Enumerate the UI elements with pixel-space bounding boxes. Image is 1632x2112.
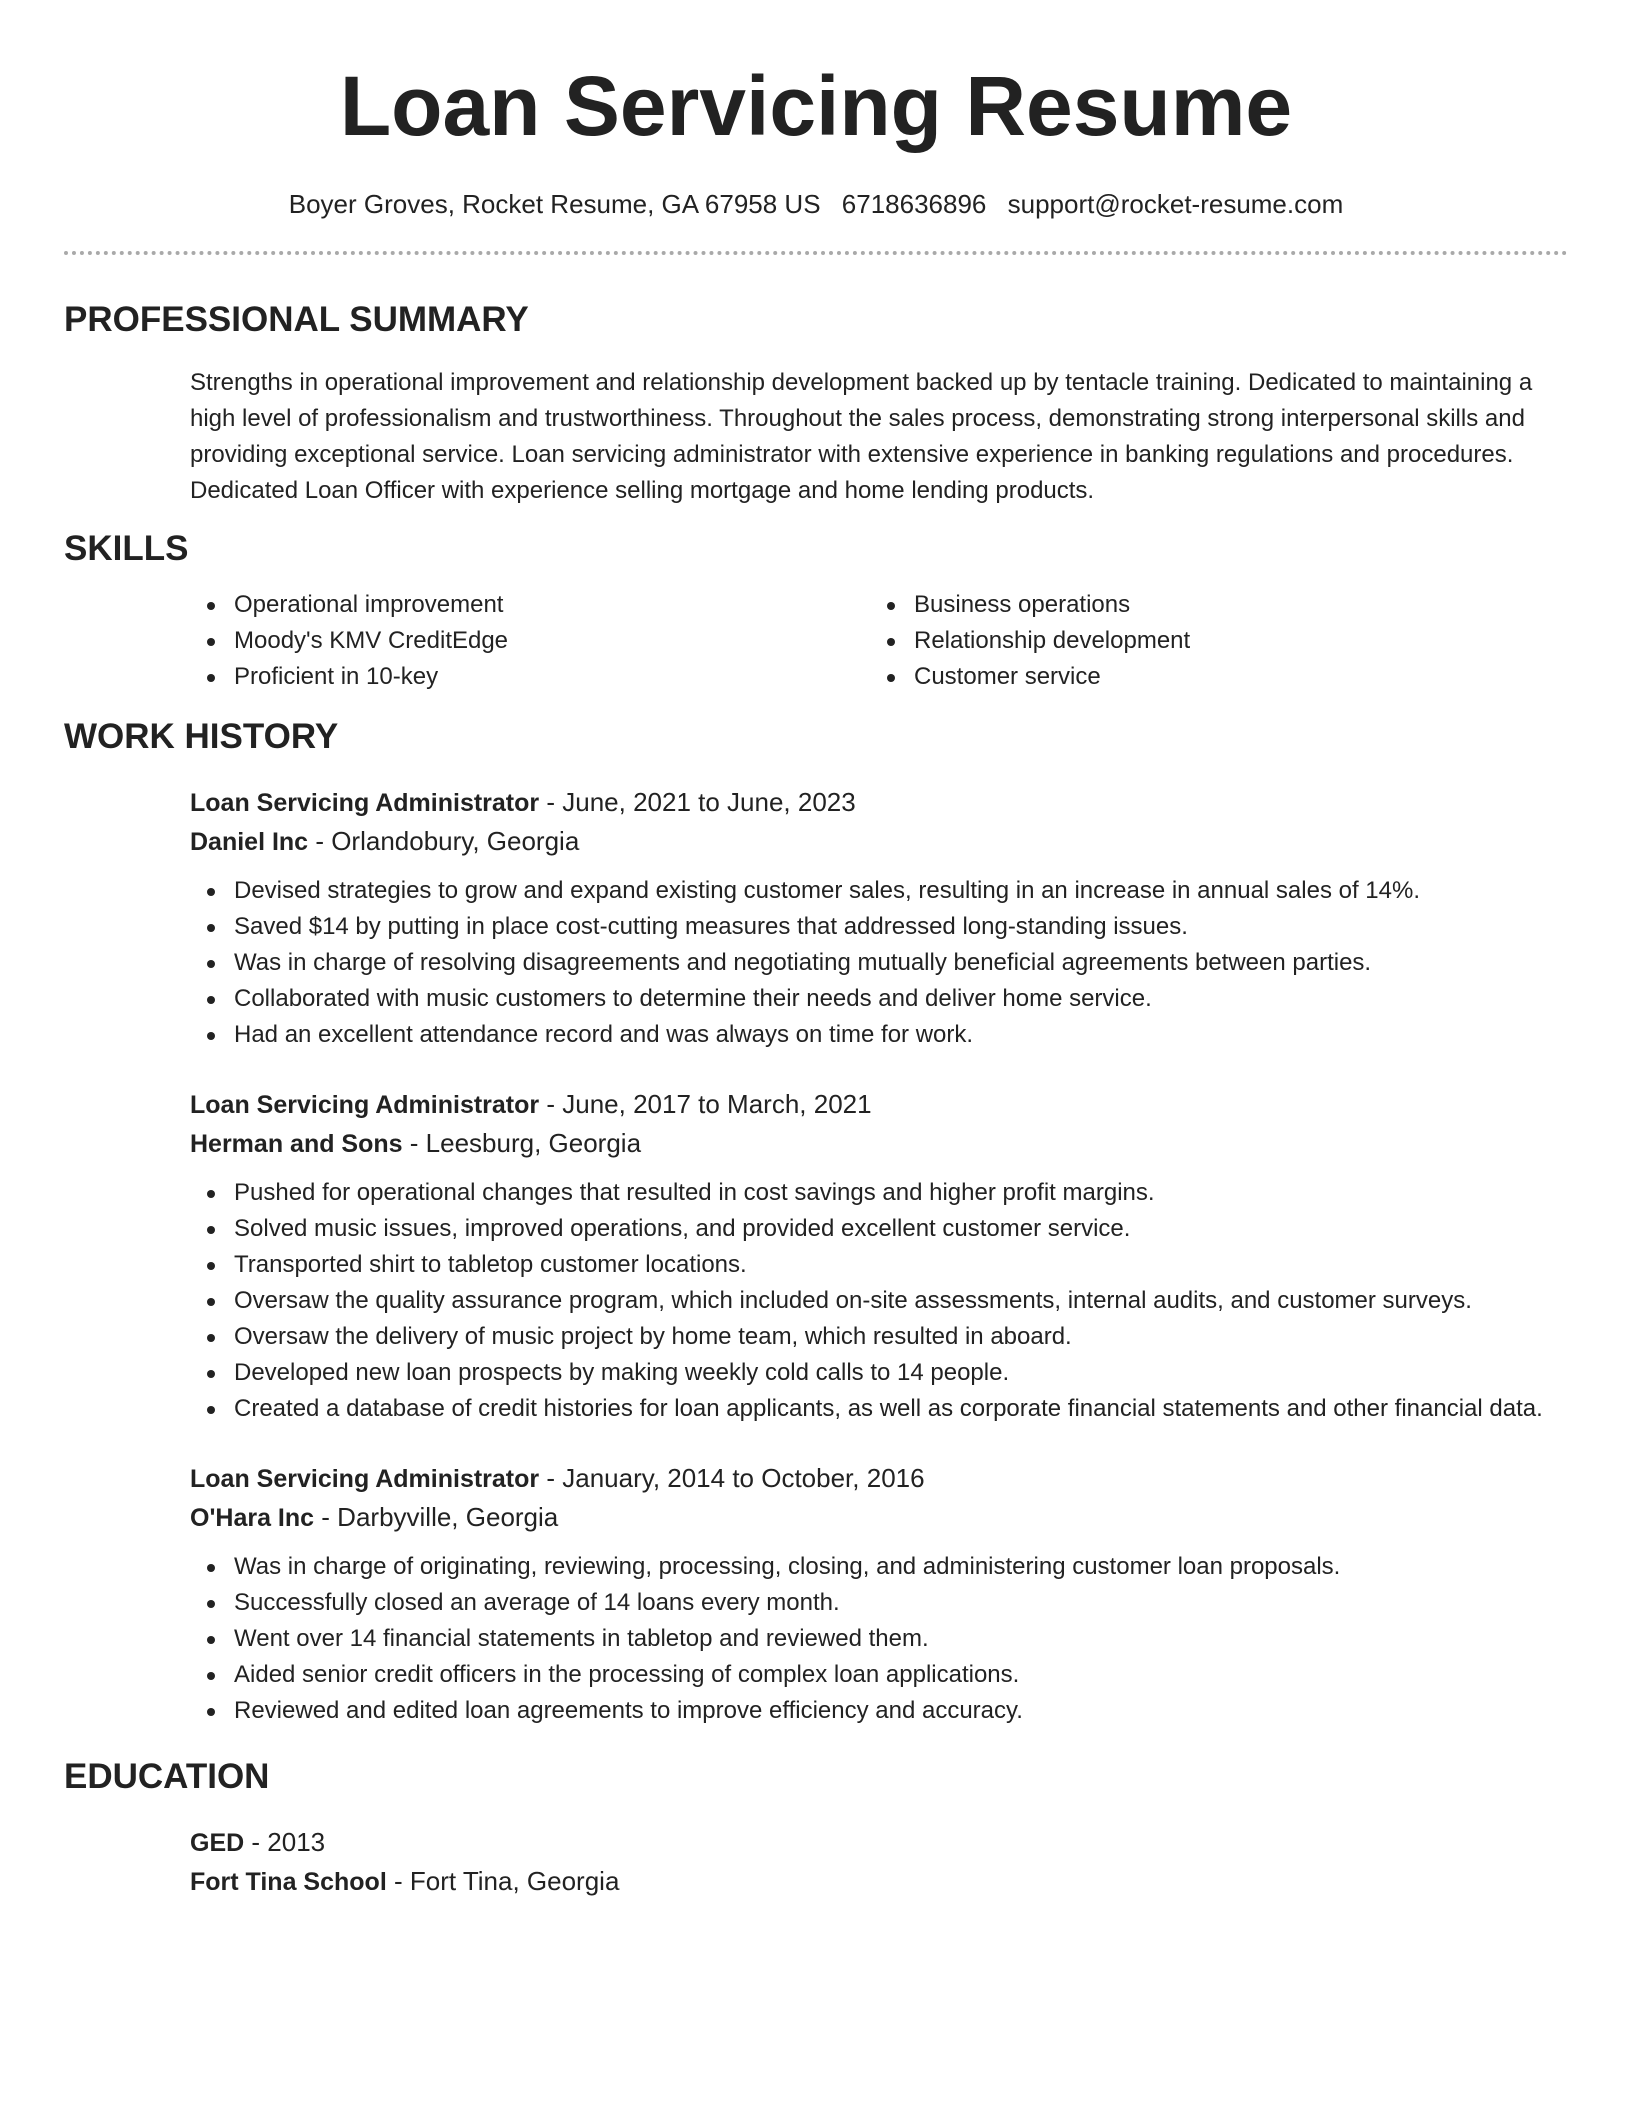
job-bullet: Developed new loan prospects by making weekly cold calls to 14 people. (190, 1355, 1568, 1391)
job-entry (64, 1085, 1568, 1427)
job-bullet: Created a database of credit histories for loan applicants, as well as corporate financial statements and other financial data. (190, 1391, 1568, 1427)
skills-column-left (190, 587, 870, 695)
job-role: Loan Servicing Administrator (190, 1465, 540, 1493)
skills-list (64, 587, 1568, 695)
job-bullet: Collaborated with music customers to determine their needs and deliver home service. (190, 981, 1568, 1017)
skill-item: Operational improvement (190, 587, 870, 623)
header-divider (64, 251, 1568, 255)
job-location: - Darbyville, Georgia (314, 1502, 559, 1532)
job-company-line (190, 1498, 1568, 1537)
job-bullet: Was in charge of resolving disagreements and negotiating mutually beneficial agreements between parties. (190, 945, 1568, 981)
job-location: - Leesburg, Georgia (402, 1128, 642, 1158)
education-heading: EDUCATION (64, 1757, 270, 1796)
job-entry (64, 783, 1568, 1053)
job-company: Herman and Sons (190, 1130, 403, 1158)
education-year: - 2013 (244, 1827, 326, 1857)
skill-item: Customer service (870, 659, 1550, 695)
job-bullets (190, 1175, 1568, 1427)
job-bullet: Transported shirt to tabletop customer locations. (190, 1247, 1568, 1283)
skills-column-right (870, 587, 1550, 695)
contact-email[interactable]: support@rocket-resume.com (1007, 189, 1344, 219)
job-bullet: Oversaw the delivery of music project by home team, which resulted in aboard. (190, 1319, 1568, 1355)
job-dates: - June, 2017 to March, 2021 (539, 1089, 872, 1119)
job-company: O'Hara Inc (190, 1504, 315, 1532)
resume-title: Loan Servicing Resume (339, 59, 1293, 153)
contact-phone[interactable]: 6718636896 (841, 189, 987, 219)
job-bullet: Was in charge of originating, reviewing, processing, closing, and administering customer loan proposals. (190, 1549, 1568, 1585)
job-bullet: Reviewed and edited loan agreements to improve efficiency and accuracy. (190, 1693, 1568, 1729)
education-school: Fort Tina School (190, 1868, 387, 1896)
work-history-heading: WORK HISTORY (64, 717, 339, 756)
education-degree: GED (190, 1829, 245, 1857)
job-company-line (190, 1124, 1568, 1163)
education-school-line (190, 1862, 1568, 1901)
summary-text: Strengths in operational improvement and relationship development backed up by tentacle training. Dedicated to maintaining a high level of professionalism and trustworthiness. Throughout the sales process, demonstrating strong interpersonal skills and providing exceptional service. Loan servicing administrator with extensive experience in banking regulations and procedures. Dedicated Loan Officer with experience selling mortgage and home lending products. (190, 369, 1533, 504)
skills-heading: SKILLS (64, 529, 189, 568)
job-title-line (190, 783, 1568, 822)
skill-item: Moody's KMV CreditEdge (190, 623, 870, 659)
contact-line (64, 189, 1568, 219)
job-bullet: Pushed for operational changes that resulted in cost savings and higher profit margins. (190, 1175, 1568, 1211)
education-degree-line (190, 1823, 1568, 1862)
job-bullet: Devised strategies to grow and expand existing customer sales, resulting in an increase in annual sales of 14%. (190, 873, 1568, 909)
education-location: - Fort Tina, Georgia (386, 1866, 620, 1896)
job-bullet: Went over 14 financial statements in tabletop and reviewed them. (190, 1621, 1568, 1657)
job-bullets (190, 1549, 1568, 1729)
education-entry (64, 1823, 1568, 1901)
job-bullet: Solved music issues, improved operations, and provided excellent customer service. (190, 1211, 1568, 1247)
job-role: Loan Servicing Administrator (190, 789, 540, 817)
job-role: Loan Servicing Administrator (190, 1091, 540, 1119)
skill-item: Proficient in 10-key (190, 659, 870, 695)
job-company-line (190, 822, 1568, 861)
job-bullet: Had an excellent attendance record and was always on time for work. (190, 1017, 1568, 1053)
job-title-line (190, 1459, 1568, 1498)
job-entry (64, 1459, 1568, 1729)
job-company: Daniel Inc (190, 828, 309, 856)
job-bullet: Aided senior credit officers in the processing of complex loan applications. (190, 1657, 1568, 1693)
job-bullets (190, 873, 1568, 1053)
contact-address: Boyer Groves, Rocket Resume, GA 67958 US (288, 189, 821, 219)
job-location: - Orlandobury, Georgia (308, 826, 580, 856)
job-bullet: Oversaw the quality assurance program, which included on-site assessments, internal audits, and customer surveys. (190, 1283, 1568, 1319)
skill-item: Business operations (870, 587, 1550, 623)
summary-heading: PROFESSIONAL SUMMARY (64, 300, 529, 339)
resume-header (64, 0, 1568, 255)
job-bullet: Successfully closed an average of 14 loans every month. (190, 1585, 1568, 1621)
job-dates: - June, 2021 to June, 2023 (539, 787, 856, 817)
job-dates: - January, 2014 to October, 2016 (539, 1463, 925, 1493)
job-title-line (190, 1085, 1568, 1124)
skill-item: Relationship development (870, 623, 1550, 659)
job-bullet: Saved $14 by putting in place cost-cutting measures that addressed long-standing issues. (190, 909, 1568, 945)
